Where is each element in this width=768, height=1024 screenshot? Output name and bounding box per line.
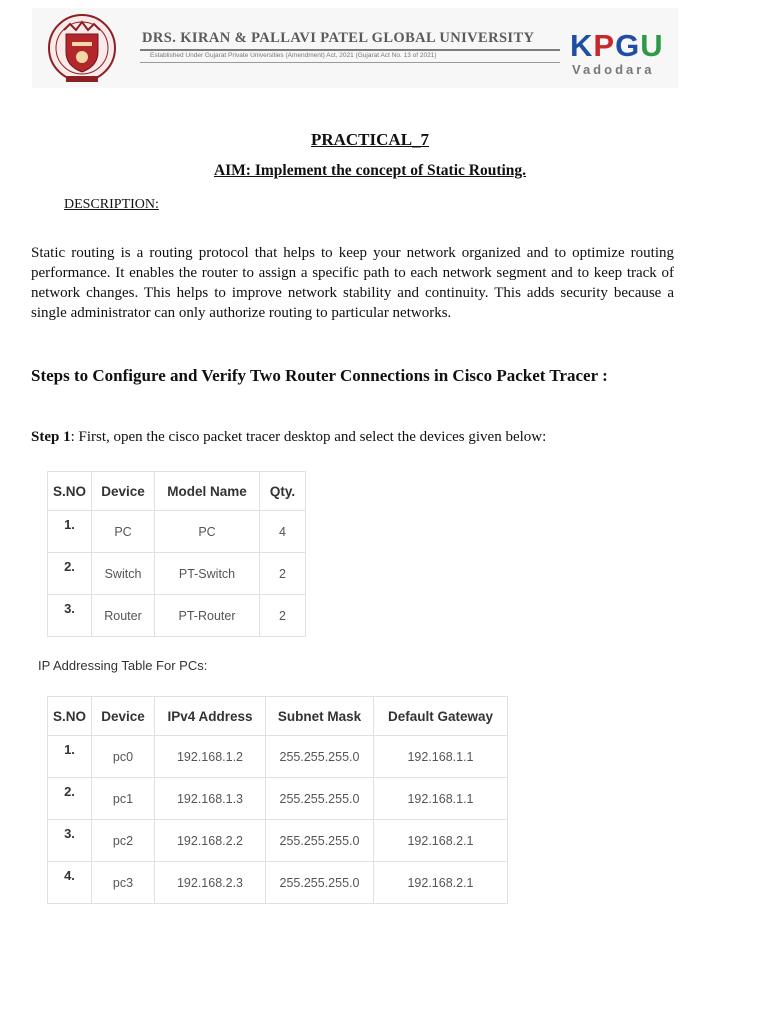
table-row [48,736,508,778]
table-cell: Switch [92,553,155,595]
table-header-row [48,472,306,511]
col-header: S.NO [48,472,92,511]
table-cell: PC [92,511,155,553]
table-header-row [48,697,508,736]
step-1 [31,429,546,446]
table-cell: pc2 [92,820,155,862]
description-paragraph: Static routing is a routing protocol that helps to keep your network organized and to optimize routing performance. It enables the router to assign a specific path to each network segment and to keep track of network changes. This helps to improve network stability and continuity. This adds security because a single administrator can only authorize routing to particular networks. [31,245,674,321]
practical-title: PRACTICAL_7 [310,130,430,149]
university-seal-icon [36,12,130,88]
table-cell: 192.168.1.1 [374,736,508,778]
table-row [48,820,508,862]
table-row [48,862,508,904]
table-cell: 2. [48,778,92,820]
table-cell: pc1 [92,778,155,820]
table-cell: 1. [48,736,92,778]
logo-letter-g: G [615,28,641,63]
table-cell: 255.255.255.0 [266,736,374,778]
university-subtitle: Established Under Gujarat Private Universities (Amendment) Act, 2021 (Gujarat Act No. 13 of 2021) [150,52,437,59]
logo-letter-u: U [640,28,664,63]
table-cell: 4 [260,511,306,553]
table-cell: 255.255.255.0 [266,778,374,820]
steps-heading: Steps to Configure and Verify Two Router Connections in Cisco Packet Tracer : [31,366,608,385]
page-header [32,8,678,88]
table-cell: 192.168.2.2 [155,820,266,862]
header-rule-thin [140,62,560,63]
ip-table-caption: IP Addressing Table For PCs: [38,658,208,673]
header-rule [140,49,560,51]
devices-table [47,471,306,637]
table-cell: 192.168.2.1 [374,862,508,904]
col-header: Qty. [260,472,306,511]
table-cell: 2 [260,595,306,637]
table-cell: 192.168.2.1 [374,820,508,862]
table-cell: pc3 [92,862,155,904]
step-1-label: Step 1 [31,429,71,445]
table-cell: 192.168.1.3 [155,778,266,820]
ip-addressing-table [47,696,508,904]
col-header: Device [92,697,155,736]
table-cell: PT-Switch [155,553,260,595]
col-header: IPv4 Address [155,697,266,736]
aim-heading: AIM: Implement the concept of Static Routing. [213,162,527,179]
col-header: Model Name [155,472,260,511]
table-cell: pc0 [92,736,155,778]
table-row [48,778,508,820]
logo-letter-k: K [570,28,594,63]
table-cell: PC [155,511,260,553]
table-cell: 192.168.1.1 [374,778,508,820]
table-row [48,511,306,553]
table-row [48,553,306,595]
table-cell: 1. [48,511,92,553]
table-cell: 192.168.1.2 [155,736,266,778]
step-1-text: : First, open the cisco packet tracer desktop and select the devices given below: [70,429,547,445]
table-cell: 2. [48,553,92,595]
logo-letter-p: P [593,28,616,63]
table-cell: 3. [48,820,92,862]
table-row [48,595,306,637]
table-cell: 2 [260,553,306,595]
col-header: Default Gateway [374,697,508,736]
col-header: Device [92,472,155,511]
logo-city: Vadodara [572,62,655,77]
description-heading: DESCRIPTION: [64,197,159,212]
col-header: Subnet Mask [266,697,374,736]
table-cell: 4. [48,862,92,904]
table-cell: Router [92,595,155,637]
table-cell: 192.168.2.3 [155,862,266,904]
col-header: S.NO [48,697,92,736]
kpgu-logo [570,30,664,61]
table-cell: 255.255.255.0 [266,862,374,904]
table-cell: 255.255.255.0 [266,820,374,862]
table-cell: 3. [48,595,92,637]
university-name: DRS. KIRAN & PALLAVI PATEL GLOBAL UNIVERSITY [142,30,535,46]
table-cell: PT-Router [155,595,260,637]
